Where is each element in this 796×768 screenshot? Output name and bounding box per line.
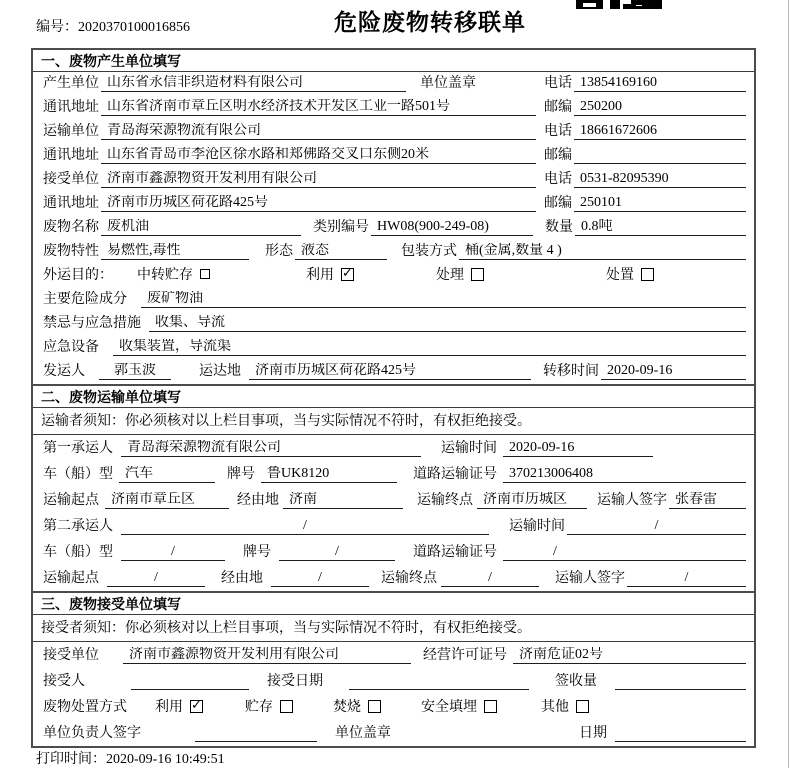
transfer-time-label: 转移时间 <box>543 364 599 379</box>
route2-start-value: / <box>107 570 205 587</box>
precaution-value: 收集、导流 <box>149 315 746 332</box>
shipper-row <box>33 360 754 384</box>
vehicle1-label: 车（船）型 <box>43 467 113 482</box>
section-receiver <box>33 591 754 746</box>
seal-label: 单位盖章 <box>420 76 476 91</box>
checkbox-label: 其他 <box>541 700 569 715</box>
transfer-time-value: 2020-09-16 <box>601 363 746 380</box>
accept-date-value <box>349 674 529 690</box>
waste-traits-label: 废物特性 <box>43 244 99 259</box>
packing-label: 包装方式 <box>401 244 457 259</box>
carrier2-row <box>33 513 754 539</box>
checkbox-label: 贮存 <box>245 700 273 715</box>
vehicle2-value: / <box>121 544 225 561</box>
checkbox-icon <box>641 268 654 281</box>
purpose-option-transfer-storage <box>137 264 210 284</box>
print-time-line <box>36 748 225 768</box>
waste-form-label: 形态 <box>265 244 293 259</box>
waste-qty-label: 数量 <box>545 220 573 235</box>
unit-seal-label: 单位盖章 <box>335 726 391 741</box>
disposal-option-utilize <box>155 696 203 716</box>
producer-phone-value: 13854169160 <box>574 75 746 92</box>
section-transporter <box>33 384 754 591</box>
carrier1-time-value: 2020-09-16 <box>503 440 653 457</box>
route1-end-value: 济南市历城区 <box>477 492 587 509</box>
transporter-address-value: 山东省青岛市李沧区徐水路和郑佛路交叉口东侧20米 <box>101 147 536 164</box>
receiver-zip-label: 邮编 <box>544 196 572 211</box>
producer-phone-label: 电话 <box>544 76 572 91</box>
transporter-value: 青岛海荣源物流有限公司 <box>101 123 536 140</box>
business-license-value: 济南危证02号 <box>513 647 746 664</box>
waste-traits-row <box>33 240 754 264</box>
checkbox-label: 中转贮存 <box>137 268 193 283</box>
checkbox-icon <box>576 700 589 713</box>
checkbox-label: 焚烧 <box>333 700 361 715</box>
carrier1-label: 第一承运人 <box>43 441 113 456</box>
accept-date-label: 接受日期 <box>267 674 323 689</box>
waste-category-label: 类别编号 <box>313 220 369 235</box>
serial-number-line <box>36 16 190 36</box>
business-license-label: 经营许可证号 <box>423 648 507 663</box>
waste-name-value: 废机油 <box>101 219 301 236</box>
carrier1-row <box>33 435 754 461</box>
route2-sign-value: / <box>627 570 746 587</box>
accepting-unit-label: 接受单位 <box>43 648 99 663</box>
road-license1-label: 道路运输证号 <box>413 467 497 482</box>
route1-start-label: 运输起点 <box>43 493 99 508</box>
serial-number: 2020370100016856 <box>78 20 190 35</box>
route2-via-value: / <box>271 570 369 587</box>
acceptor-value <box>131 674 249 690</box>
checkbox-label: 处置 <box>606 268 634 283</box>
responsible-signature-value <box>195 726 317 742</box>
disposal-method-row <box>33 694 754 720</box>
producer-value: 山东省永信非织造材料有限公司 <box>101 75 406 92</box>
acceptor-row <box>33 668 754 694</box>
transporter-address-label: 通讯地址 <box>43 148 99 163</box>
route1-via-label: 经由地 <box>237 493 279 508</box>
receiver-value: 济南市鑫源物资开发利用有限公司 <box>101 171 536 188</box>
carrier2-time-label: 运输时间 <box>509 519 565 534</box>
checkbox-icon <box>484 700 497 713</box>
receiver-address-row <box>33 192 754 216</box>
page-edge-line <box>788 0 789 768</box>
transporter-row <box>33 120 754 144</box>
transfer-manifest-form <box>31 48 756 748</box>
receiver-phone-value: 0531-82095390 <box>574 171 746 188</box>
plate1-label: 牌号 <box>227 467 255 482</box>
destination-value: 济南市历城区荷花路425号 <box>249 363 531 380</box>
shipper-label: 发运人 <box>43 364 85 379</box>
disposal-option-incinerate <box>333 696 381 716</box>
disposal-method-label: 废物处置方式 <box>43 700 127 715</box>
disposal-option-other <box>541 696 589 716</box>
route1-row <box>33 487 754 513</box>
purpose-option-utilize <box>306 264 354 284</box>
section1-title: 一、废物产生单位填写 <box>33 50 754 72</box>
carrier2-time-value: / <box>567 518 746 535</box>
destination-label: 运达地 <box>199 364 241 379</box>
transporter-label: 运输单位 <box>43 124 99 139</box>
waste-name-row <box>33 216 754 240</box>
checkbox-icon <box>471 268 484 281</box>
page-title: 危险废物转移联单 <box>334 9 526 35</box>
purpose-option-treat <box>436 264 484 284</box>
transporter-address-row <box>33 144 754 168</box>
transporter-phone-label: 电话 <box>544 124 572 139</box>
receiver-phone-label: 电话 <box>544 172 572 187</box>
producer-address-row <box>33 96 754 120</box>
receiver-notice: 接受者须知：你必须核对以上栏目事项，当与实际情况不符时，有权拒绝接受。 <box>33 615 754 642</box>
purpose-row <box>33 264 754 288</box>
hazard-row <box>33 288 754 312</box>
transporter-phone-value: 18661672606 <box>574 123 746 140</box>
route1-sign-value: 张春雷 <box>669 492 746 509</box>
receiver-row <box>33 168 754 192</box>
waste-form-value: 液态 <box>295 243 387 260</box>
packing-value: 桶(金属,数量 4 ) <box>459 243 746 260</box>
sign-date-label: 日期 <box>579 726 607 741</box>
print-time-value: 2020-09-16 10:49:51 <box>106 752 225 767</box>
checkbox-checked-icon <box>190 700 203 713</box>
waste-traits-value: 易燃性,毒性 <box>101 243 249 260</box>
serial-label: 编号： <box>36 20 78 35</box>
checkbox-label: 处理 <box>436 268 464 283</box>
print-time-label: 打印时间： <box>36 752 106 767</box>
checkbox-checked-icon <box>341 268 354 281</box>
carrier2-value: / <box>121 518 489 535</box>
section2-title: 二、废物运输单位填写 <box>33 386 754 408</box>
waste-category-value: HW08(900-249-08) <box>371 219 533 236</box>
hazard-value: 废矿物油 <box>141 291 746 308</box>
producer-label: 产生单位 <box>43 76 99 91</box>
checkbox-icon <box>200 269 210 279</box>
acceptor-label: 接受人 <box>43 674 85 689</box>
receiver-address-label: 通讯地址 <box>43 196 99 211</box>
section3-title: 三、废物接受单位填写 <box>33 593 754 615</box>
checkbox-icon <box>280 700 293 713</box>
checkbox-icon <box>368 700 381 713</box>
checkbox-label: 利用 <box>155 700 183 715</box>
carrier2-label: 第二承运人 <box>43 519 113 534</box>
receiver-zip-value: 250101 <box>574 195 746 212</box>
producer-zip-value: 250200 <box>574 99 746 116</box>
shipper-value: 郭玉波 <box>99 363 171 380</box>
signed-qty-value <box>615 674 746 690</box>
route2-end-label: 运输终点 <box>381 571 437 586</box>
route2-end-value: / <box>441 570 539 587</box>
transporter-zip-label: 邮编 <box>544 148 572 163</box>
checkbox-label: 安全填埋 <box>421 700 477 715</box>
receiver-label: 接受单位 <box>43 172 99 187</box>
producer-address-label: 通讯地址 <box>43 100 99 115</box>
route1-end-label: 运输终点 <box>417 493 473 508</box>
route2-start-label: 运输起点 <box>43 571 99 586</box>
route2-sign-label: 运输人签字 <box>555 571 625 586</box>
plate2-label: 牌号 <box>243 545 271 560</box>
road-license2-value: / <box>503 544 746 561</box>
road-license1-value: 370213006408 <box>503 466 746 483</box>
precaution-row <box>33 312 754 336</box>
purpose-option-dispose <box>606 264 654 284</box>
vehicle1-value: 汽车 <box>119 466 215 483</box>
plate1-value: 鲁UK8120 <box>261 466 397 483</box>
sign-date-value <box>615 726 746 742</box>
equipment-label: 应急设备 <box>43 340 99 355</box>
disposal-option-store <box>245 696 293 716</box>
route1-via-value: 济南 <box>283 492 403 509</box>
producer-address-value: 山东省济南市章丘区明水经济技术开发区工业一路501号 <box>101 99 536 116</box>
checkbox-label: 利用 <box>306 268 334 283</box>
producer-row <box>33 72 754 96</box>
equipment-value: 收集装置，导流渠 <box>113 339 746 356</box>
route1-sign-label: 运输人签字 <box>597 493 667 508</box>
vehicle1-row <box>33 461 754 487</box>
vehicle2-label: 车（船）型 <box>43 545 113 560</box>
hazard-label: 主要危险成分 <box>43 292 127 307</box>
route2-via-label: 经由地 <box>221 571 263 586</box>
precaution-label: 禁忌与应急措施 <box>43 316 141 331</box>
carrier1-time-label: 运输时间 <box>441 441 497 456</box>
producer-zip-label: 邮编 <box>544 100 572 115</box>
vehicle2-row <box>33 539 754 565</box>
responsible-signature-row <box>33 720 754 746</box>
plate2-value: / <box>279 544 395 561</box>
equipment-row <box>33 336 754 360</box>
purpose-label: 外运目的： <box>43 268 113 283</box>
waste-name-label: 废物名称 <box>43 220 99 235</box>
waste-qty-value: 0.8吨 <box>575 219 746 236</box>
route2-row <box>33 565 754 591</box>
responsible-signature-label: 单位负责人签字 <box>43 726 141 741</box>
accepting-unit-value: 济南市鑫源物资开发利用有限公司 <box>123 647 411 664</box>
transporter-notice: 运输者须知：你必须核对以上栏目事项，当与实际情况不符时，有权拒绝接受。 <box>33 408 754 435</box>
receiver-address-value: 济南市历城区荷花路425号 <box>101 195 536 212</box>
signed-qty-label: 签收量 <box>555 674 597 689</box>
road-license2-label: 道路运输证号 <box>413 545 497 560</box>
disposal-option-landfill <box>421 696 497 716</box>
document-header <box>0 0 796 46</box>
route1-start-value: 济南市章丘区 <box>105 492 229 509</box>
carrier1-value: 青岛海荣源物流有限公司 <box>121 440 421 457</box>
transporter-zip-value <box>574 148 746 164</box>
accepting-unit-row <box>33 642 754 668</box>
section-producer <box>33 50 754 384</box>
